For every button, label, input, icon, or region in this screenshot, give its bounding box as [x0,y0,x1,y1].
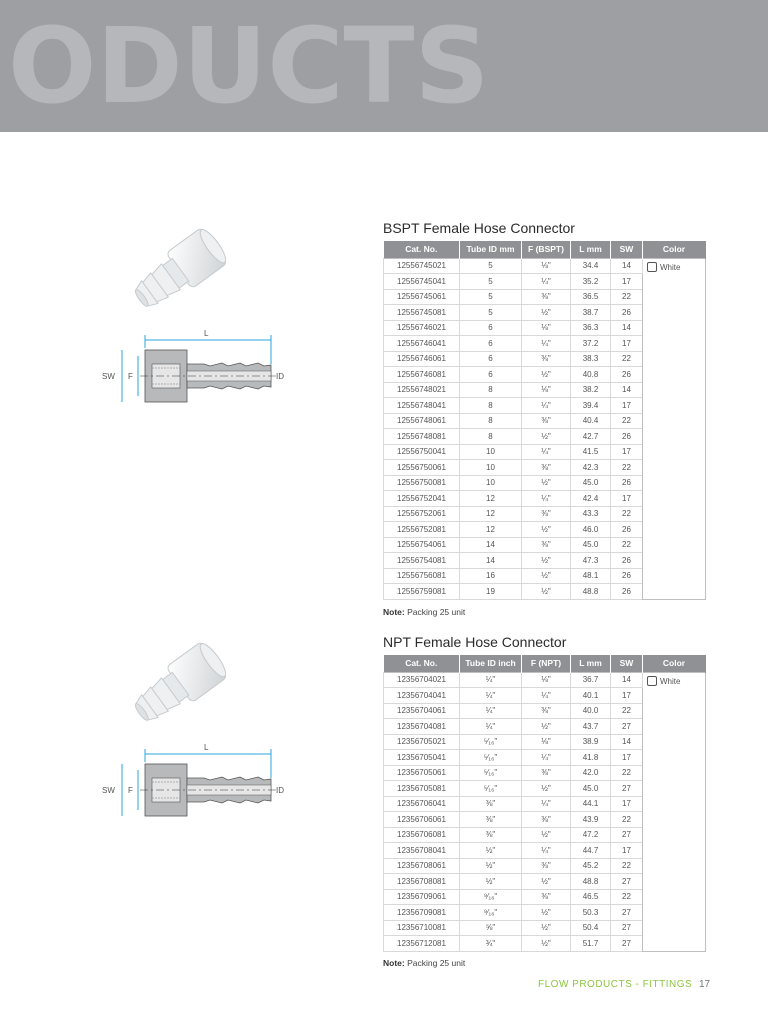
table-cell: 17 [611,336,643,352]
table-cell: 12556745021 [384,258,460,274]
table-cell: ⅜" [522,858,571,874]
table-cell: 12356709061 [384,889,460,905]
table-cell: ⅛" [522,258,571,274]
column-header: SW [611,655,643,672]
table-cell: 22 [611,537,643,553]
table-cell: 48.8 [571,584,611,600]
table-cell: 26 [611,584,643,600]
table-cell: 17 [611,444,643,460]
npt-header-row [384,655,706,672]
table-cell: ½" [522,719,571,735]
table-cell: 17 [611,398,643,414]
table-cell: ⅜" [522,703,571,719]
table-cell: 8 [460,382,522,398]
footer-section-label: FLOW PRODUCTS - FITTINGS [538,979,693,990]
table-cell: 27 [611,781,643,797]
table-cell: ⅜" [522,537,571,553]
table-cell: 26 [611,367,643,383]
note-label: Note: [383,607,405,617]
table-cell: 6 [460,367,522,383]
npt-section-title: NPT Female Hose Connector [383,634,567,650]
table-cell: 40.0 [571,703,611,719]
table-cell: ⅛" [522,320,571,336]
table-cell: ½" [522,905,571,921]
table-cell: 22 [611,506,643,522]
table-cell: ⅜" [522,351,571,367]
table-cell: 45.0 [571,537,611,553]
table-cell: 36.7 [571,672,611,688]
white-swatch-icon [647,262,657,272]
table-cell: 42.4 [571,491,611,507]
npt-note [383,958,465,968]
table-cell: 27 [611,936,643,952]
table-cell: ⅜" [522,889,571,905]
table-cell: 40.1 [571,688,611,704]
table-cell: 43.3 [571,506,611,522]
table-cell: ¼" [460,703,522,719]
bspt-drawing-label-f: F [128,372,133,381]
table-cell: 36.3 [571,320,611,336]
npt-connector-photo-icon [128,636,238,728]
table-cell: ⅛" [522,382,571,398]
table-cell: 26 [611,305,643,321]
table-cell: 14 [460,537,522,553]
table-cell: ⅛" [522,734,571,750]
table-cell: 14 [460,553,522,569]
table-cell: ⁹⁄₁₆" [460,905,522,921]
npt-spec-table [383,655,706,952]
column-header: Tube ID mm [460,241,522,258]
table-cell: 8 [460,398,522,414]
column-header: Tube ID inch [460,655,522,672]
table-cell: 40.4 [571,413,611,429]
table-cell: 12556759081 [384,584,460,600]
bspt-drawing-label-l: L [204,329,209,338]
note-label: Note: [383,958,405,968]
table-cell: 12556748021 [384,382,460,398]
table-cell: ¼" [522,796,571,812]
table-cell: ⅜" [522,506,571,522]
table-cell: 12356704061 [384,703,460,719]
bspt-drawing-label-id: ID [276,372,284,381]
table-cell: 12556752081 [384,522,460,538]
table-cell: 10 [460,475,522,491]
npt-drawing-label-f: F [128,786,133,795]
table-cell: 46.0 [571,522,611,538]
table-cell: 22 [611,351,643,367]
table-cell: 12 [460,522,522,538]
table-cell: 8 [460,413,522,429]
column-header: SW [611,241,643,258]
table-cell: 8 [460,429,522,445]
table-cell: 12356705061 [384,765,460,781]
table-cell: 39.4 [571,398,611,414]
table-cell: ½" [522,827,571,843]
table-cell: 12 [460,506,522,522]
table-cell: ½" [522,781,571,797]
table-cell: 22 [611,858,643,874]
table-cell: 12556745041 [384,274,460,290]
table-cell: 5 [460,289,522,305]
table-cell: 6 [460,320,522,336]
table-cell: ⅜" [522,460,571,476]
table-cell: 12356706041 [384,796,460,812]
table-cell: ½" [522,936,571,952]
table-cell: ½" [522,568,571,584]
banner-watermark-text: ODUCTS [8,5,490,127]
table-cell: 12556746081 [384,367,460,383]
table-cell: ⅝" [460,920,522,936]
table-cell: ¼" [522,444,571,460]
table-cell: 36.5 [571,289,611,305]
table-row [384,258,706,274]
table-cell: ¼" [522,843,571,859]
color-cell [643,258,706,599]
npt-drawing-label-id: ID [276,786,284,795]
table-cell: ¾" [460,936,522,952]
bspt-header-row [384,241,706,258]
npt-dimension-drawing-icon [100,740,300,822]
table-cell: 22 [611,765,643,781]
table-cell: ½" [522,553,571,569]
table-cell: 6 [460,336,522,352]
table-cell: ½" [522,522,571,538]
table-cell: 12356708081 [384,874,460,890]
table-cell: 50.4 [571,920,611,936]
column-header: F (NPT) [522,655,571,672]
table-cell: 17 [611,274,643,290]
table-cell: ½" [522,920,571,936]
table-cell: ¼" [522,274,571,290]
table-cell: 22 [611,289,643,305]
table-cell: 44.7 [571,843,611,859]
table-cell: ½" [522,305,571,321]
table-cell: 26 [611,522,643,538]
table-cell: 50.3 [571,905,611,921]
table-cell: 14 [611,320,643,336]
table-cell: ¼" [522,336,571,352]
table-cell: 12356710081 [384,920,460,936]
table-cell: ½" [522,475,571,491]
table-cell: 22 [611,703,643,719]
table-cell: 5 [460,274,522,290]
table-cell: ⁵⁄₁₆" [460,781,522,797]
table-cell: 47.3 [571,553,611,569]
table-cell: 40.8 [571,367,611,383]
table-cell: 22 [611,460,643,476]
table-cell: 12556748061 [384,413,460,429]
color-label: White [660,262,681,272]
table-cell: 12356705021 [384,734,460,750]
table-cell: 27 [611,874,643,890]
table-cell: 12556756081 [384,568,460,584]
table-cell: 43.9 [571,812,611,828]
table-cell: 38.7 [571,305,611,321]
table-cell: 44.1 [571,796,611,812]
table-cell: ⅜" [522,289,571,305]
table-cell: 27 [611,827,643,843]
table-cell: 42.7 [571,429,611,445]
table-cell: 27 [611,719,643,735]
table-cell: ⁵⁄₁₆" [460,765,522,781]
table-cell: 12356704081 [384,719,460,735]
table-cell: 45.2 [571,858,611,874]
bspt-spec-table [383,241,706,600]
table-cell: 12356704021 [384,672,460,688]
table-cell: ½" [522,429,571,445]
table-cell: 12 [460,491,522,507]
table-cell: ½" [522,584,571,600]
table-cell: 12356712081 [384,936,460,952]
table-cell: 12556750061 [384,460,460,476]
page-number: 17 [699,979,711,990]
column-header: L mm [571,241,611,258]
table-cell: 17 [611,796,643,812]
table-cell: 22 [611,889,643,905]
table-cell: 26 [611,553,643,569]
table-cell: 48.1 [571,568,611,584]
column-header: Color [643,241,706,258]
table-cell: 17 [611,843,643,859]
table-cell: 12356704041 [384,688,460,704]
bspt-section-title: BSPT Female Hose Connector [383,220,575,236]
table-cell: 12556754081 [384,553,460,569]
bspt-note [383,607,465,617]
table-cell: 42.3 [571,460,611,476]
table-cell: ¼" [460,672,522,688]
table-cell: 12556752061 [384,506,460,522]
table-cell: ⁵⁄₁₆" [460,750,522,766]
table-cell: ¼" [522,491,571,507]
column-header: Color [643,655,706,672]
bspt-connector-photo-icon [128,222,238,314]
table-cell: 51.7 [571,936,611,952]
table-cell: 16 [460,568,522,584]
table-cell: ⁹⁄₁₆" [460,889,522,905]
table-cell: 35.2 [571,274,611,290]
table-cell: ½" [460,858,522,874]
table-cell: 12356709081 [384,905,460,921]
table-cell: ¼" [460,688,522,704]
table-cell: ½" [522,874,571,890]
note-text: Packing 25 unit [404,958,466,968]
table-cell: 19 [460,584,522,600]
table-cell: 27 [611,905,643,921]
table-cell: 38.2 [571,382,611,398]
table-cell: ⅜" [460,827,522,843]
table-cell: 12556750081 [384,475,460,491]
table-cell: 42.0 [571,765,611,781]
color-label: White [660,676,681,686]
table-cell: 14 [611,258,643,274]
table-cell: 12556752041 [384,491,460,507]
table-cell: 12356706081 [384,827,460,843]
table-cell: 22 [611,413,643,429]
table-cell: ½" [460,874,522,890]
table-row [384,672,706,688]
table-cell: 5 [460,258,522,274]
table-cell: ⅛" [522,672,571,688]
table-cell: 45.0 [571,781,611,797]
table-cell: 5 [460,305,522,321]
table-cell: 12556750041 [384,444,460,460]
table-cell: ⅜" [522,413,571,429]
table-cell: 12356708061 [384,858,460,874]
npt-drawing-label-l: L [204,743,209,752]
table-cell: 43.7 [571,719,611,735]
table-cell: 12556746041 [384,336,460,352]
table-cell: ⅜" [522,812,571,828]
table-cell: 12556745061 [384,289,460,305]
table-cell: 38.9 [571,734,611,750]
table-cell: 10 [460,444,522,460]
table-cell: 46.5 [571,889,611,905]
table-cell: 12556746021 [384,320,460,336]
table-cell: ¼" [522,688,571,704]
table-cell: 12556748041 [384,398,460,414]
table-cell: 41.8 [571,750,611,766]
page-banner [0,0,768,132]
table-cell: 12356705081 [384,781,460,797]
table-cell: 34.4 [571,258,611,274]
color-cell [643,672,706,951]
table-cell: 17 [611,688,643,704]
table-cell: 12556746061 [384,351,460,367]
table-cell: 17 [611,491,643,507]
table-cell: 22 [611,812,643,828]
bspt-drawing-label-sw: SW [102,372,115,381]
table-cell: 48.8 [571,874,611,890]
table-cell: 37.2 [571,336,611,352]
table-cell: 12556745081 [384,305,460,321]
table-cell: ¼" [522,398,571,414]
table-cell: ⅜" [522,765,571,781]
column-header: F (BSPT) [522,241,571,258]
table-cell: 41.5 [571,444,611,460]
table-cell: 27 [611,920,643,936]
table-cell: 14 [611,382,643,398]
table-cell: ¼" [460,719,522,735]
table-cell: 10 [460,460,522,476]
table-cell: 14 [611,672,643,688]
table-cell: 12356708041 [384,843,460,859]
table-cell: ¼" [522,750,571,766]
table-cell: 47.2 [571,827,611,843]
table-cell: 26 [611,568,643,584]
table-cell: ½" [522,367,571,383]
table-cell: ½" [460,843,522,859]
table-cell: 12556754061 [384,537,460,553]
table-cell: 45.0 [571,475,611,491]
table-cell: 12556748081 [384,429,460,445]
white-swatch-icon [647,676,657,686]
table-cell: 12356706061 [384,812,460,828]
table-cell: 38.3 [571,351,611,367]
table-cell: ⅜" [460,812,522,828]
table-cell: 26 [611,475,643,491]
bspt-dimension-drawing-icon [100,326,300,408]
note-text: Packing 25 unit [404,607,466,617]
npt-drawing-label-sw: SW [102,786,115,795]
table-cell: 6 [460,351,522,367]
column-header: Cat. No. [384,655,460,672]
table-cell: ⁵⁄₁₆" [460,734,522,750]
table-cell: 26 [611,429,643,445]
column-header: L mm [571,655,611,672]
table-cell: 12356705041 [384,750,460,766]
column-header: Cat. No. [384,241,460,258]
table-cell: 17 [611,750,643,766]
table-cell: 14 [611,734,643,750]
table-cell: ⅜" [460,796,522,812]
